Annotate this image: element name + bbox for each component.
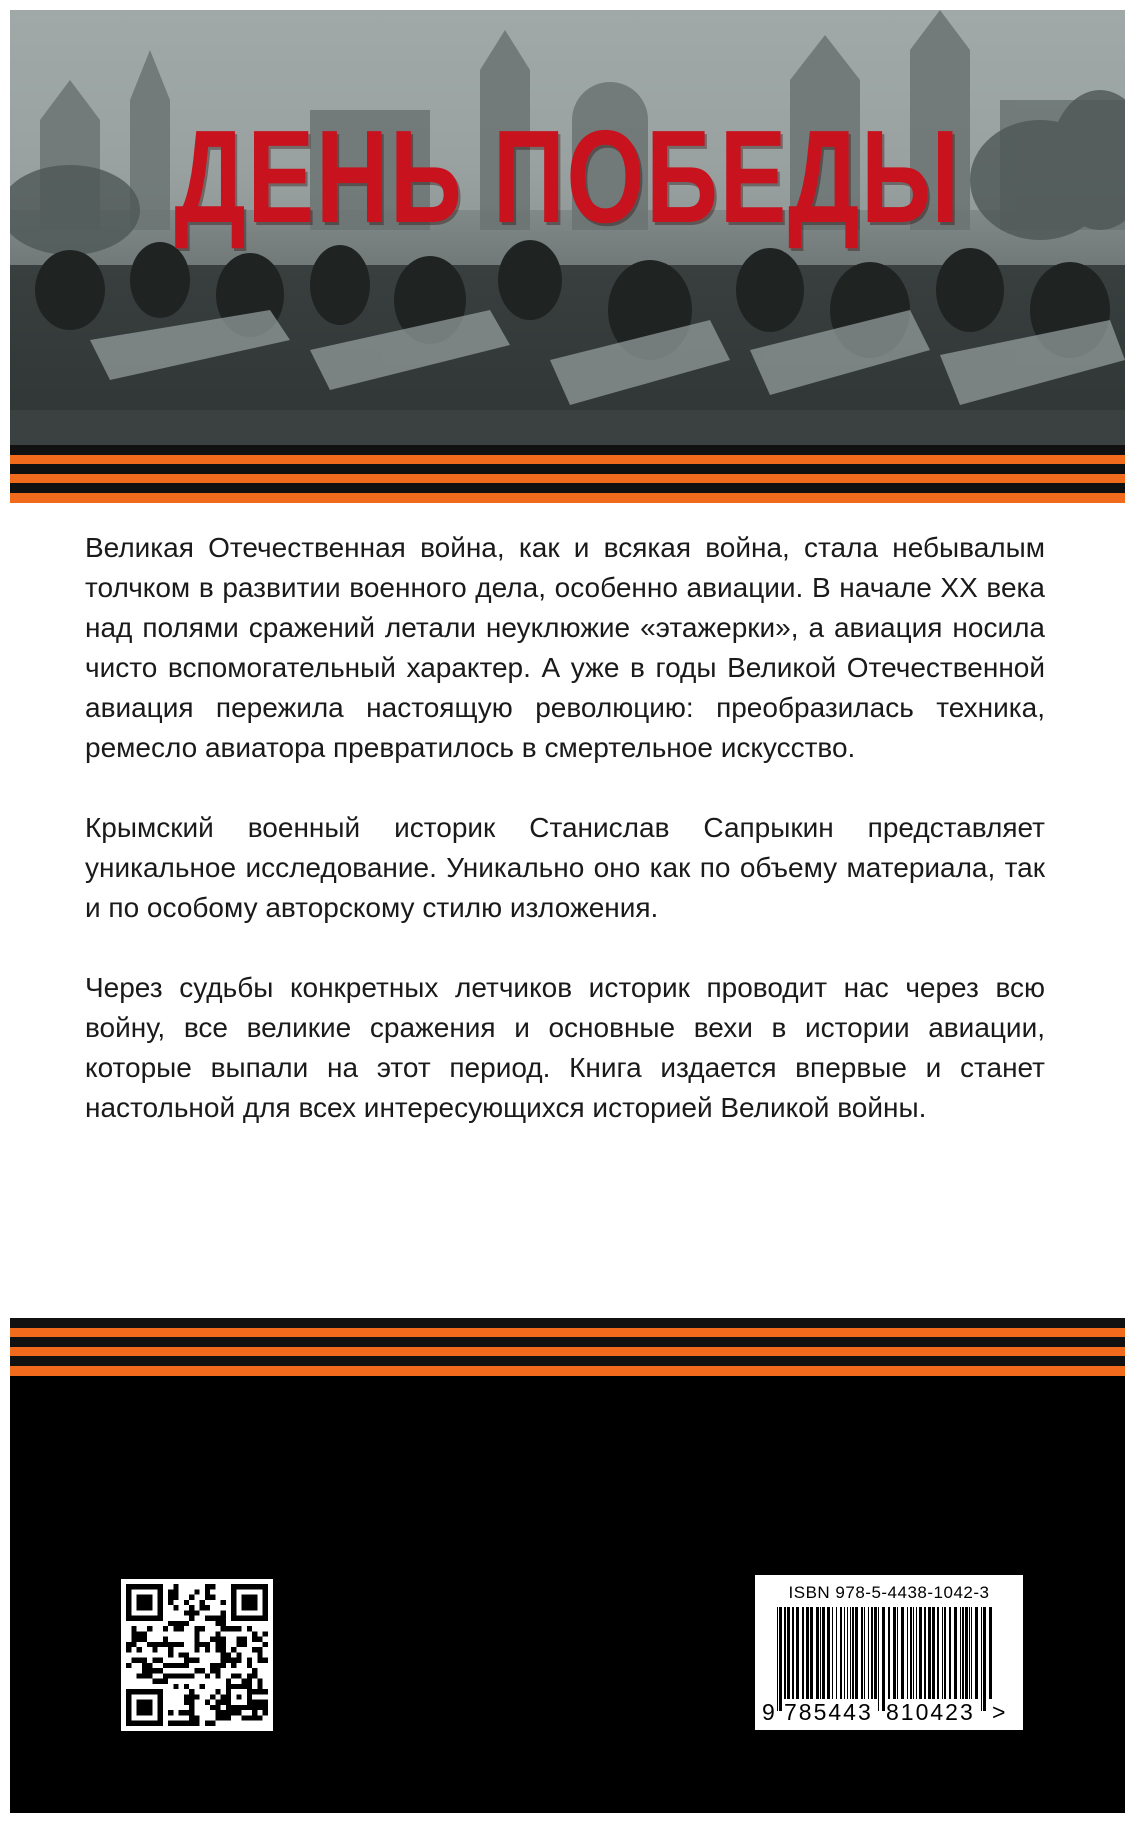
annotation-paragraph-3: Через судьбы конкретных летчиков историк проводит нас через всю войну, все великие сражения и основные вехи в истории авиации, которые выпали на этот период. Книга издается впервые и станет настольной для всех интересующихся историей Великой войны. <box>85 972 1045 1123</box>
ean-end-mark: > <box>992 1699 1006 1725</box>
isbn-barcode <box>755 1575 1023 1730</box>
book-back-cover <box>10 10 1125 1813</box>
annotation-paragraph-2: Крымский военный историк Станислав Сапрыкин представляет уникальное исследование. Уникально оно как по объему материала, так и по особому авторскому стилю изложения. <box>85 812 1045 923</box>
annotation-paragraph-1: Великая Отечественная война, как и всякая война, стала небывалым толчком в развитии военного дела, особенно авиации. В начале XX века над полями сражений летали неуклюжие «этажерки», а авиация носила чисто вспомогательный характер. А уже в годы Великой Отечественной авиация пережила настоящую революцию: преобразилась техника, ремесло авиатора превратилось в смертельное искусство. <box>85 532 1045 763</box>
black-footer <box>10 1376 1125 1813</box>
st-george-ribbon-top <box>10 445 1125 503</box>
qr-code-graphic <box>121 1579 273 1731</box>
book-title: ДЕНЬ ПОБЕДЫ <box>174 103 961 250</box>
annotation-text <box>85 528 1045 1168</box>
ean-digits <box>755 1699 1023 1725</box>
qr-code-icon <box>121 1579 273 1731</box>
ean-first-digit: 9 <box>762 1699 775 1725</box>
header-photo <box>10 10 1125 445</box>
ean-right-group: 810423 <box>886 1699 975 1725</box>
st-george-ribbon-bottom <box>10 1318 1125 1376</box>
isbn-label: ISBN 978-5-4438-1042-3 <box>788 1583 990 1602</box>
ean-left-group: 785443 <box>784 1699 873 1725</box>
